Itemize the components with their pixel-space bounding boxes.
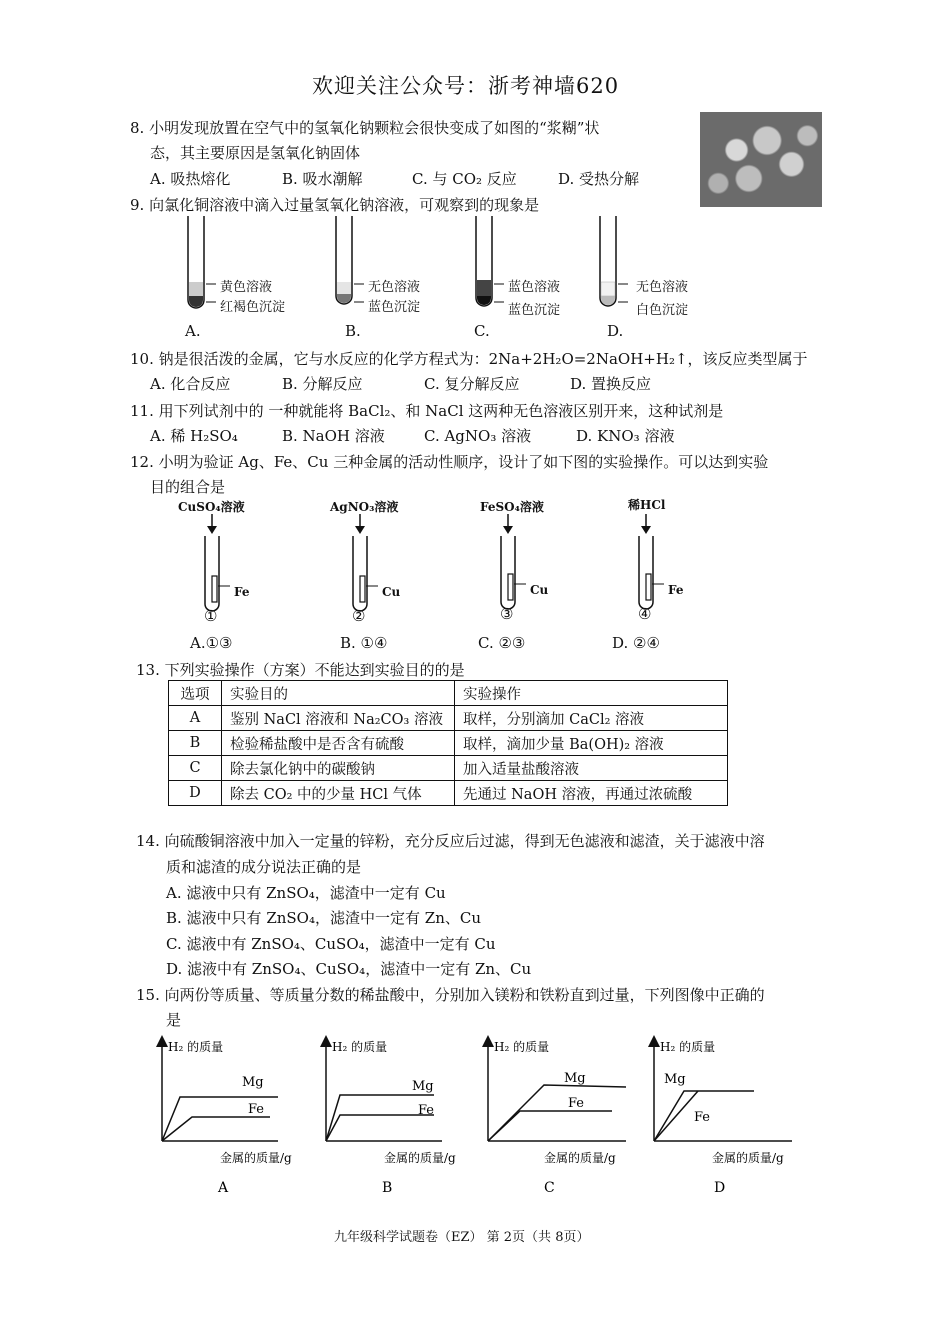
q12-num-1: ①	[204, 607, 218, 625]
q15-d-fe-line	[654, 1091, 698, 1141]
cell-purpose: 除去 CO₂ 中的少量 HCl 气体	[222, 781, 455, 806]
q12-metal-2: Cu	[382, 585, 401, 599]
cell-option: A	[169, 706, 222, 731]
q9-d-letter: D.	[607, 322, 624, 340]
q14-stem-line2: 质和滤渣的成分说法正确的是	[166, 858, 362, 876]
cell-purpose: 检验稀盐酸中是否含有硫酸	[222, 731, 455, 756]
q12-tube-3	[501, 514, 526, 609]
q8-stem-line1: 8. 小明发现放置在空气中的氢氧化钠颗粒会很快变成了如图的“浆糊”状	[130, 119, 600, 137]
q15-graph-a	[162, 1039, 292, 1196]
q9-tube-d	[600, 216, 628, 306]
q15-a-ylabel: H₂ 的质量	[168, 1040, 224, 1054]
q12-metal-4: Fe	[668, 583, 684, 597]
q15-b-mg-line	[326, 1095, 434, 1141]
q15-c-letter: C	[544, 1180, 555, 1196]
q9-b-letter: B.	[345, 322, 361, 340]
q12-metal-3: Cu	[530, 583, 549, 597]
q11-option-d: D. KNO₃ 溶液	[576, 427, 675, 445]
q15-a-xlabel: 金属的质量/g	[220, 1151, 292, 1165]
q15-b-xlabel: 金属的质量/g	[384, 1151, 456, 1165]
page-header: 欢迎关注公众号：浙考神墙620	[312, 74, 620, 98]
q14-stem-line1: 14. 向硫酸铜溶液中加入一定量的锌粉，充分反应后过滤，得到无色滤液和滤渣，关于滤液中溶	[136, 832, 765, 850]
table-row	[169, 706, 728, 731]
q9-a-bottom-label: 红褐色沉淀	[220, 300, 286, 315]
q15-c-xlabel: 金属的质量/g	[544, 1151, 616, 1165]
q15-c-mg-label: Mg	[564, 1071, 586, 1086]
q11-option-c: C. AgNO₃ 溶液	[424, 427, 532, 445]
q9-c-top-label: 蓝色溶液	[508, 280, 561, 295]
q12-option-d: D. ②④	[612, 634, 660, 652]
header-option: 选项	[169, 681, 222, 706]
q12-option-a: A.①③	[190, 634, 233, 652]
q15-stem-line2: 是	[166, 1011, 182, 1029]
q8-option-a: A. 吸热熔化	[150, 170, 231, 188]
q12-reagent-4: 稀HCl	[628, 498, 666, 512]
q12-reagent-2: AgNO₃溶液	[330, 500, 399, 514]
q10-option-a: A. 化合反应	[150, 375, 231, 393]
q10-stem: 10. 钠是很活泼的金属，它与水反应的化学方程式为：2Na+2H₂O=2NaOH+H₂↑，该反应类型属于	[130, 350, 808, 368]
cell-option: B	[169, 731, 222, 756]
header-purpose: 实验目的	[222, 681, 455, 706]
q12-stem-line1: 12. 小明为验证 Ag、Fe、Cu 三种金属的活动性顺序，设计了如下图的实验操作。可以达到实验	[130, 453, 769, 471]
q15-graph-c	[488, 1039, 626, 1196]
q8-option-d: D. 受热分解	[558, 170, 640, 188]
q15-c-mg-line	[488, 1085, 626, 1141]
q10-option-d: D. 置换反应	[570, 375, 652, 393]
q13-stem: 13. 下列实验操作（方案）不能达到实验目的的是	[136, 661, 465, 679]
q9-c-letter: C.	[474, 322, 490, 340]
table-row	[169, 756, 728, 781]
q8-option-c: C. 与 CO₂ 反应	[412, 170, 517, 188]
cell-operation: 取样，分别滴加 CaCl₂ 溶液	[455, 706, 728, 731]
q9-c-bottom-label: 蓝色沉淀	[508, 303, 561, 318]
q14-option-d: D. 滤液中有 ZnSO₄、CuSO₄，滤渣中一定有 Zn、Cu	[166, 960, 532, 978]
q9-tube-b	[336, 216, 364, 304]
page-footer: 九年级科学试题卷（EZ） 第 2页（共 8页）	[334, 1230, 590, 1245]
cell-operation: 先通过 NaOH 溶液，再通过浓硫酸	[455, 781, 728, 806]
table-header-row	[169, 681, 728, 706]
q15-d-fe-label: Fe	[694, 1110, 711, 1125]
q15-b-fe-line	[326, 1115, 434, 1141]
q12-reagent-3: FeSO₄溶液	[480, 500, 544, 514]
q15-a-fe-line	[162, 1117, 270, 1141]
q15-d-letter: D	[714, 1180, 726, 1196]
q15-d-xlabel: 金属的质量/g	[712, 1151, 784, 1165]
q15-a-fe-label: Fe	[248, 1102, 265, 1117]
q9-tube-c	[476, 216, 504, 306]
q12-option-b: B. ①④	[340, 634, 388, 652]
q9-d-bottom-label: 白色沉淀	[636, 303, 689, 318]
q9-b-bottom-label: 蓝色沉淀	[368, 300, 421, 315]
q12-num-2: ②	[352, 607, 366, 625]
q11-option-b: B. NaOH 溶液	[282, 427, 385, 445]
q15-b-letter: B	[382, 1180, 393, 1196]
q12-tube-2	[353, 514, 378, 611]
q12-stem-line2: 目的组合是	[150, 478, 226, 496]
q12-test-tubes	[190, 512, 690, 612]
cell-purpose: 除去氯化钠中的碳酸钠	[222, 756, 455, 781]
q8-option-b: B. 吸水潮解	[282, 170, 363, 188]
q15-a-mg-label: Mg	[242, 1075, 264, 1090]
q15-c-ylabel: H₂ 的质量	[494, 1040, 550, 1054]
q15-b-fe-label: Fe	[418, 1103, 435, 1118]
cell-option: C	[169, 756, 222, 781]
sodium-hydroxide-photo	[700, 112, 822, 207]
q11-option-a: A. 稀 H₂SO₄	[150, 427, 238, 445]
q12-num-4: ④	[638, 605, 652, 623]
q8-stem-line2: 态，其主要原因是氢氧化钠固体	[150, 144, 361, 162]
cell-option: D	[169, 781, 222, 806]
cell-operation: 取样，滴加少量 Ba(OH)₂ 溶液	[455, 731, 728, 756]
q11-stem: 11. 用下列试剂中的 一种就能将 BaCl₂、和 NaCl 这两种无色溶液区别开来，这种试剂是	[130, 402, 724, 420]
cell-operation: 加入适量盐酸溶液	[455, 756, 728, 781]
q15-graphs	[150, 1035, 810, 1205]
table-row	[169, 731, 728, 756]
q14-option-a: A. 滤液中只有 ZnSO₄，滤渣中一定有 Cu	[166, 884, 446, 902]
q9-stem: 9. 向氯化铜溶液中滴入过量氢氧化钠溶液，可观察到的现象是	[130, 196, 540, 214]
q12-tube-1	[205, 514, 230, 611]
q13-table	[168, 680, 728, 806]
q12-option-c: C. ②③	[478, 634, 526, 652]
q14-option-b: B. 滤液中只有 ZnSO₄，滤渣中一定有 Zn、Cu	[166, 909, 481, 927]
q15-a-letter: A	[218, 1180, 229, 1196]
header-operation: 实验操作	[455, 681, 728, 706]
q12-metal-1: Fe	[234, 585, 250, 599]
cell-purpose: 鉴别 NaCl 溶液和 Na₂CO₃ 溶液	[222, 706, 455, 731]
q9-d-top-label: 无色溶液	[636, 280, 689, 295]
q15-d-mg-label: Mg	[664, 1072, 686, 1087]
q12-reagent-1: CuSO₄溶液	[178, 500, 245, 514]
q15-d-ylabel: H₂ 的质量	[660, 1040, 716, 1054]
q15-b-ylabel: H₂ 的质量	[332, 1040, 388, 1054]
q14-option-c: C. 滤液中有 ZnSO₄、CuSO₄，滤渣中一定有 Cu	[166, 935, 496, 953]
q12-tube-4	[639, 514, 664, 609]
q15-c-fe-label: Fe	[568, 1096, 585, 1111]
q15-graph-d	[654, 1039, 792, 1196]
q15-c-fe-line	[488, 1111, 612, 1141]
q10-option-c: C. 复分解反应	[424, 375, 520, 393]
q9-a-top-label: 黄色溶液	[220, 280, 273, 295]
table-row	[169, 781, 728, 806]
q9-a-letter: A.	[185, 322, 201, 340]
q15-stem-line1: 15. 向两份等质量、等质量分数的稀盐酸中，分别加入镁粉和铁粉直到过量，下列图像中正确的	[136, 986, 765, 1004]
q15-graph-b	[326, 1039, 456, 1196]
q9-tube-a	[188, 216, 216, 308]
q15-b-mg-label: Mg	[412, 1079, 434, 1094]
q12-num-3: ③	[500, 605, 514, 623]
q9-b-top-label: 无色溶液	[368, 280, 421, 295]
q10-option-b: B. 分解反应	[282, 375, 363, 393]
